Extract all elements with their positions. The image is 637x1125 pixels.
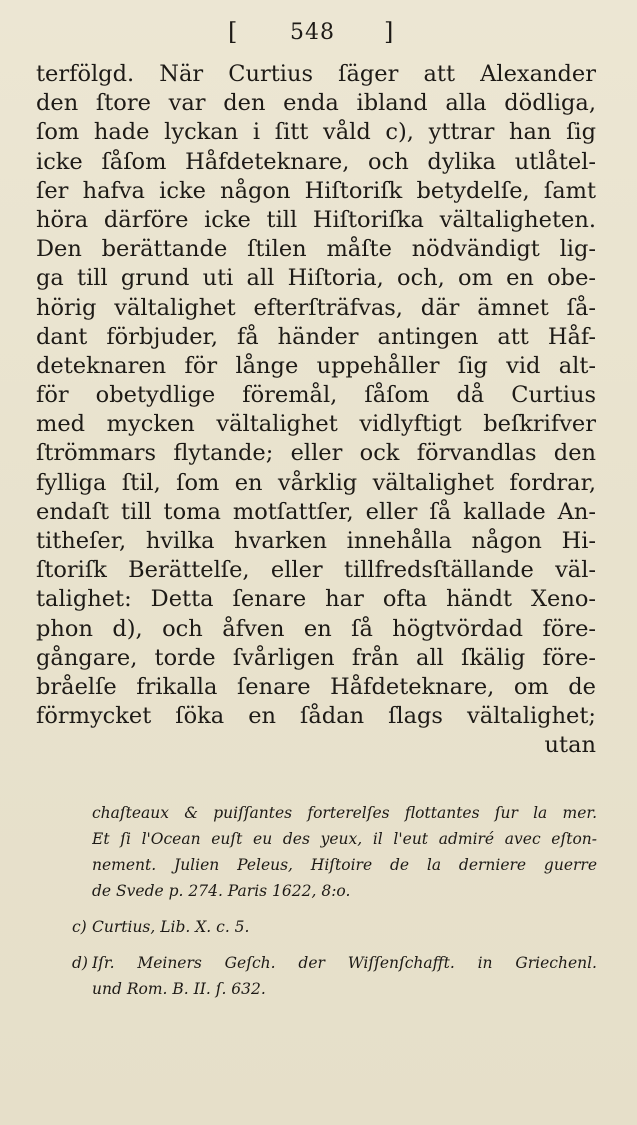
header-bracket-left: [: [228, 18, 239, 46]
footnote-d: [72, 950, 597, 1002]
body-line: endaſt till toma motſattſer, eller ſå kallade An-: [36, 498, 596, 525]
body-line: phon d), och åfven en ſå högtvördad före-: [36, 615, 596, 642]
footnote-line: de Svede p. 274. Paris 1622, 8:o.: [92, 882, 351, 900]
body-line: ſom hade lyckan i ſitt våld c), yttrar han ſig: [36, 119, 596, 146]
body-line: titheſer, hvilka hvarken innehålla någon Hi-: [36, 528, 596, 554]
footnote-line: chaſteaux & puiſſantes forterelſes flottantes ſur la mer.: [92, 804, 597, 822]
body-line: dant förbjuder, få händer antingen att Håf-: [36, 323, 596, 350]
body-line: ga till grund uti all Hiſtoria, och, om en obe-: [36, 265, 596, 292]
footnote-line: Iſr. Meiners Geſch. der Wiſſenſchafft. in Griechenl.: [92, 954, 597, 972]
body-line: gångare, torde ſvårligen från all ſkälig före-: [36, 644, 596, 671]
body-line: terfölgd. När Curtius ſäger att Alexander: [36, 61, 596, 87]
footnote-c: [72, 914, 597, 940]
body-line: ſtoriſk Berättelſe, eller tillfredsſtällande väl-: [36, 557, 596, 584]
body-line: den ſtore var den enda ibland alla dödliga,: [36, 90, 596, 117]
body-line: höra därföre icke till Hiſtoriſka vältaligheten.: [36, 206, 596, 233]
body-line: ſer hafva icke någon Hiſtoriſk betydelſe, ſamt: [36, 177, 596, 204]
body-line: hörig vältalighet efterſträfvas, där ämnet ſå-: [36, 294, 596, 321]
body-line: förmycket ſöka en ſådan ſlags vältalighet;: [36, 703, 596, 730]
body-line: bråelſe frikalla ſenare Håfdeteknare, om de: [36, 673, 596, 700]
footnote-line: nement. Julien Peleus, Hiſtoire de la derniere guerre: [92, 856, 597, 874]
footnote-line: Curtius, Lib. X. c. 5.: [92, 918, 250, 936]
footnote-marker-d: d): [72, 954, 88, 972]
body-line: för obetydlige föremål, ſåſom då Curtius: [36, 382, 596, 409]
body-line: med mycken vältalighet vidlyftigt beſkrifver: [36, 411, 596, 438]
body-line: Den berättande ſtilen måſte nödvändigt lig-: [36, 236, 596, 263]
body-line: deteknaren för långe uppehåller ſig vid alt-: [36, 352, 596, 379]
footnote-continuation: [92, 800, 597, 904]
catchword: utan: [544, 732, 596, 759]
page-number: 548: [290, 20, 335, 45]
body-line: fylliga ſtil, ſom en vårklig vältalighet fordrar,: [36, 469, 596, 496]
footnote-line: und Rom. B. II. ſ. 632.: [92, 980, 266, 998]
body-line: ſtrömmars flytande; eller ock förvandlas den: [36, 440, 596, 467]
footnote-marker-c: c): [72, 918, 87, 936]
header-bracket-right: ]: [384, 18, 395, 46]
footnotes: [72, 800, 597, 1002]
footnote-line: Et ſi l'Ocean euſt eu des yeux, il l'eut admiré avec eſton-: [92, 830, 597, 848]
body-line: icke ſåſom Håfdeteknare, och dylika utlåtel-: [36, 148, 596, 175]
body-line: talighet: Detta ſenare har ofta händt Xeno-: [36, 586, 596, 613]
body-text: [36, 60, 596, 761]
